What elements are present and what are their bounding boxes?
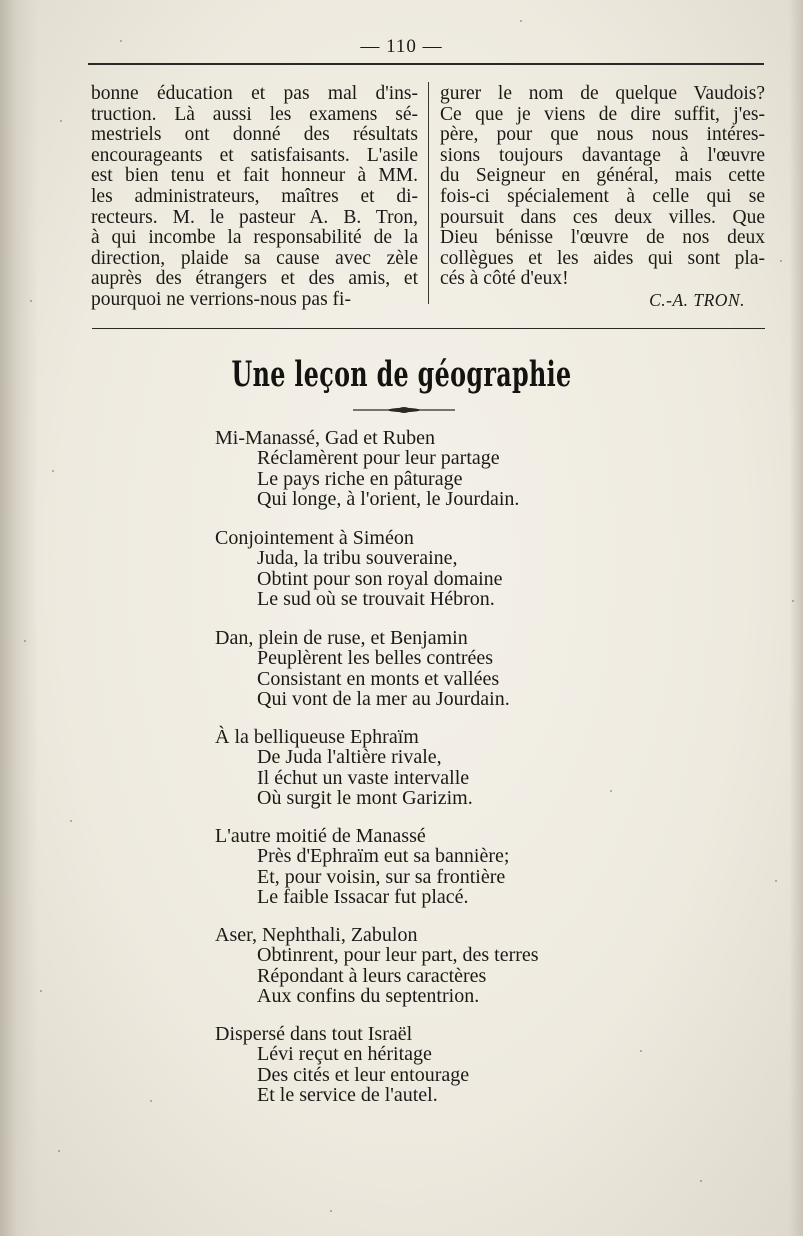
poem-verse: De Juda l'altière rivale, (257, 746, 442, 769)
paper-speck (24, 640, 26, 642)
right-column-line: collègues et les aides qui sont pla- (440, 247, 765, 269)
right-text-column (440, 84, 765, 290)
paper-speck (330, 1210, 332, 1212)
poem-verse: Obtint pour son royal domaine (257, 567, 503, 590)
right-column-line: du Seigneur en général, mais cette (440, 165, 765, 187)
left-column-line: les administrateurs, maîtres et di- (91, 185, 418, 207)
paper-speck (30, 300, 32, 302)
poem-verse: Mi-Manassé, Gad et Ruben (215, 427, 435, 449)
poem-stanza (215, 528, 503, 609)
paper-speck (52, 470, 54, 472)
poem-verse: Le faible Issacar fut placé. (257, 885, 469, 908)
page-edge-shadow-left (0, 0, 38, 1236)
poem-title: Une leçon de géographie (231, 354, 572, 395)
left-column-line: truction. Là aussi les examens sé- (91, 103, 418, 125)
paper-speck (700, 1180, 702, 1182)
right-column-line: poursuit dans ces deux villes. Que (440, 206, 765, 228)
right-column-line: cés à côté d'eux! (440, 268, 569, 290)
poem-verse: Peuplèrent les belles contrées (257, 647, 494, 670)
poem-verse: Où surgit le mont Garizim. (257, 786, 473, 809)
poem-stanza (215, 428, 519, 509)
right-column-line: père, pour que nous nous intéres- (440, 124, 765, 146)
right-column-line: sions toujours davantage à l'œuvre (440, 144, 765, 166)
poem-verse: Juda, la tribu souveraine, (257, 547, 458, 570)
poem-verse: Conjointement à Siméon (215, 527, 414, 549)
paper-speck (520, 20, 522, 22)
poem-verse: Le sud où se trouvait Hébron. (257, 587, 495, 610)
left-column-line: pourquoi ne verrions-nous pas fi- (91, 288, 351, 310)
right-column-line: gurer le nom de quelque Vaudois? (440, 83, 765, 104)
paper-speck (610, 790, 612, 792)
paper-speck (792, 600, 794, 602)
title-ornament (349, 406, 459, 414)
right-column-line: Dieu bénisse l'œuvre de nos deux (440, 227, 765, 249)
paper-speck (640, 1050, 642, 1052)
poem-verse: L'autre moitié de Manassé (215, 825, 426, 847)
poem-stanza (215, 628, 510, 709)
poem-verse: Consistant en monts et vallées (257, 667, 500, 690)
poem-stanza (215, 826, 509, 907)
left-column-line: est bien tenu et fait honneur à MM. (91, 165, 418, 187)
poem-verse: Des cités et leur entourage (257, 1063, 470, 1086)
paper-speck (775, 880, 777, 882)
left-column-line: auprès des étrangers et des amis, et (91, 268, 418, 290)
poem-verse: À la belliqueuse Ephraïm (215, 726, 419, 748)
paper-speck (780, 260, 782, 262)
left-column-line: à qui incombe la responsabilité de la (91, 227, 418, 249)
poem-verse: Qui longe, à l'orient, le Jourdain. (257, 487, 520, 510)
poem-verse: Aser, Nephthali, Zabulon (215, 924, 418, 946)
poem-verse: Lévi reçut en héritage (257, 1043, 432, 1066)
poem-stanza (215, 727, 473, 808)
header-rule (88, 63, 764, 65)
poem-verse: Il échut un vaste intervalle (257, 766, 470, 789)
poem-stanza (215, 925, 539, 1006)
left-text-column (91, 84, 418, 311)
page-number: — 110 — (360, 36, 443, 57)
author-signature: C.-A. TRON. (649, 290, 745, 310)
poem-verse: Obtinrent, pour leur part, des terres (257, 944, 539, 967)
paper-speck (60, 120, 62, 122)
poem-verse: Dan, plein de ruse, et Benjamin (215, 627, 468, 649)
paper-speck (150, 1100, 152, 1102)
paper-speck (120, 40, 122, 42)
poem-verse: Et le service de l'autel. (257, 1083, 438, 1106)
left-column-line: recteurs. M. le pasteur A. B. Tron, (91, 206, 418, 228)
poem-stanza (215, 1024, 469, 1105)
poem-verse: Et, pour voisin, sur sa frontière (257, 865, 506, 888)
poem-verse: Répondant à leurs caractères (257, 964, 487, 987)
left-column-line: direction, plaide sa cause avec zèle (91, 247, 418, 269)
poem-verse: Aux confins du septentrion. (257, 984, 480, 1007)
poem-verse: Qui vont de la mer au Jourdain. (257, 687, 510, 710)
paper-speck (70, 820, 72, 822)
paper-speck (58, 1150, 60, 1152)
poem-verse: Le pays riche en pâturage (257, 467, 463, 490)
poem-verse: Réclamèrent pour leur partage (257, 447, 500, 470)
poem-verse: Près d'Ephraïm eut sa bannière; (257, 845, 510, 868)
right-column-line: fois-ci spécialement à celle qui se (440, 185, 765, 207)
left-column-line: encourageants et satisfaisants. L'asile (91, 144, 418, 166)
section-rule (92, 328, 765, 329)
page-edge-shadow-right (789, 0, 803, 1236)
poem-verse: Dispersé dans tout Israël (215, 1023, 413, 1045)
left-column-line: bonne éducation et pas mal d'ins- (91, 83, 418, 104)
column-separator (428, 82, 429, 304)
paper-speck (40, 990, 42, 992)
right-column-line: Ce que je viens de dire suffit, j'es- (440, 103, 765, 125)
left-column-line: mestriels ont donné des résultats (91, 124, 418, 146)
